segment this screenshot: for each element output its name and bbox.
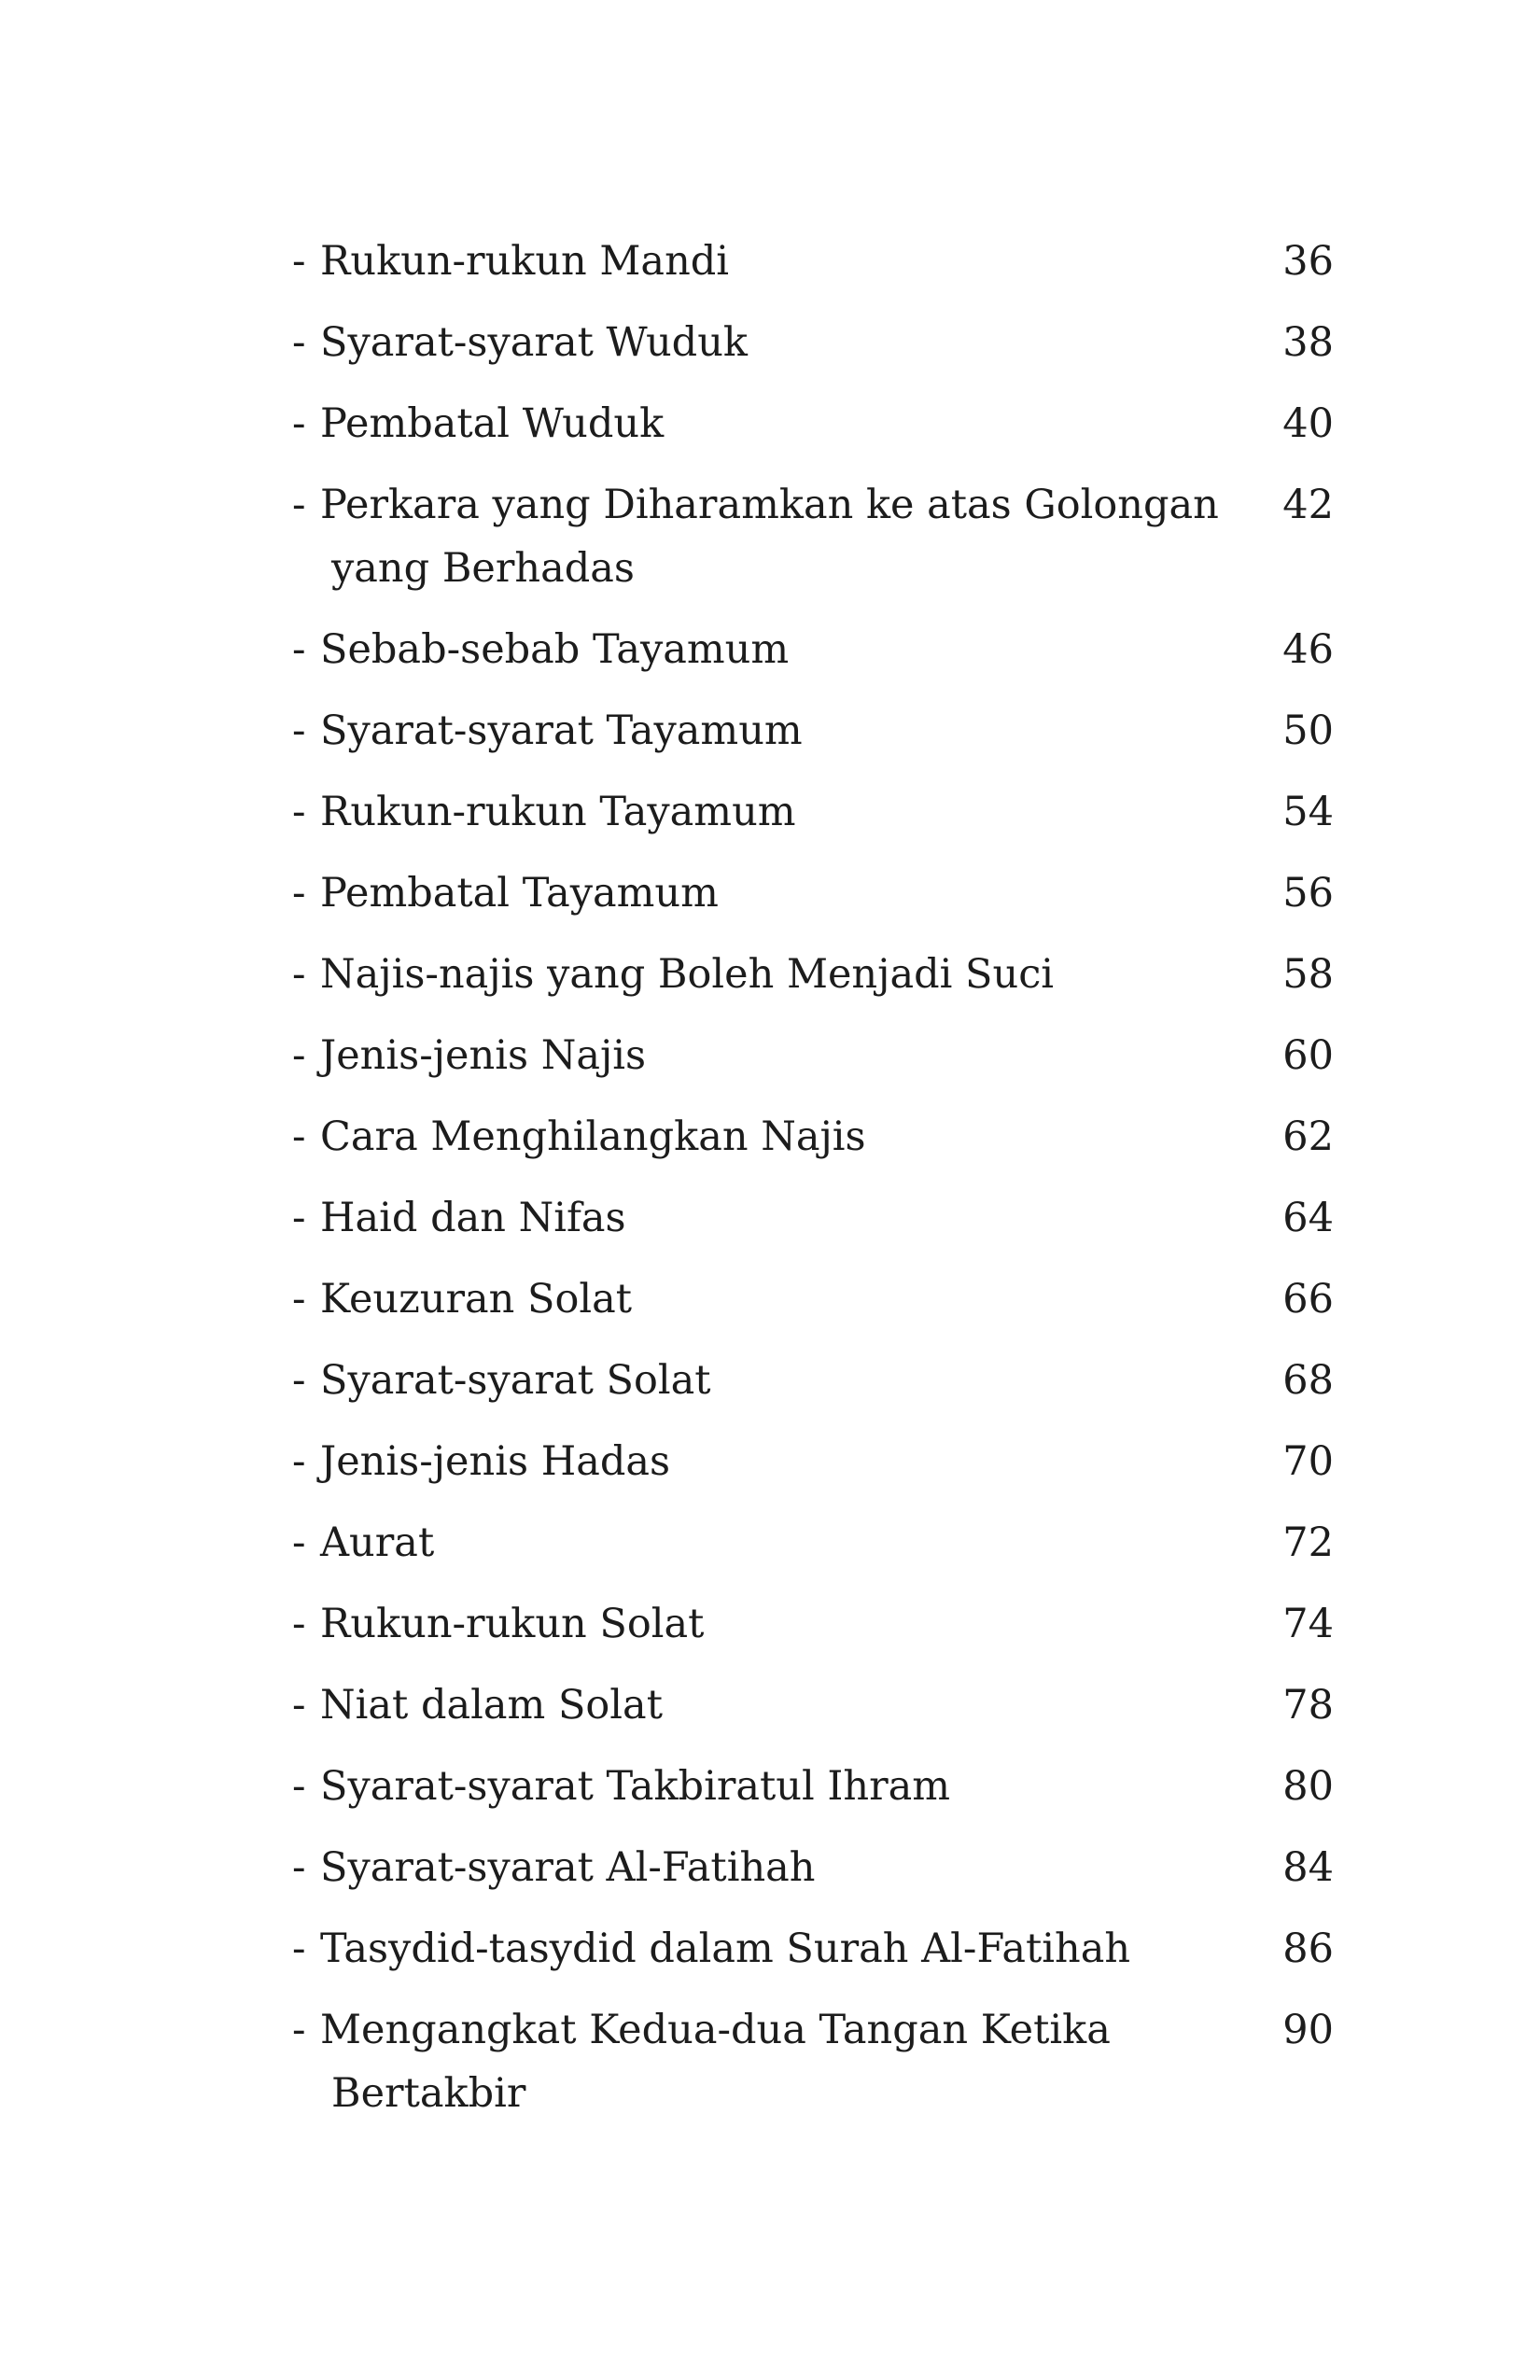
list-dash: - (292, 2007, 306, 2053)
toc-entry-page-number: 46 (1282, 626, 1334, 673)
toc-entry (292, 311, 1334, 374)
toc-entry-page-number: 56 (1282, 870, 1334, 917)
toc-entry (292, 1998, 1334, 2125)
list-dash: - (292, 238, 306, 285)
toc-entry-title: Jenis-jenis Najis (320, 1032, 647, 1079)
toc-entry-title: Keuzuran Solat (320, 1276, 633, 1323)
list-dash: - (292, 482, 306, 528)
toc-entry (292, 1673, 1334, 1737)
list-dash: - (292, 951, 306, 998)
toc-entry-page-number: 62 (1282, 1113, 1334, 1160)
toc-entry-title: Perkara yang Diharamkan ke atas Golongan yang Berhadas (320, 482, 1219, 592)
toc-entry (292, 473, 1334, 600)
toc-entry (292, 1917, 1334, 1981)
toc-entry-page-number: 68 (1282, 1357, 1334, 1404)
toc-entry (292, 1755, 1334, 1818)
list-dash: - (292, 1276, 306, 1323)
toc-entry (292, 943, 1334, 1006)
toc-entry-title: Aurat (320, 1519, 435, 1566)
list-dash: - (292, 626, 306, 673)
toc-entry-title: Haid dan Nifas (320, 1195, 626, 1241)
list-dash: - (292, 1601, 306, 1647)
toc-entry-page-number: 60 (1282, 1032, 1334, 1079)
toc-entry-title: Pembatal Wuduk (320, 400, 665, 447)
toc-entry (292, 230, 1334, 293)
toc-entry-title: Syarat-syarat Solat (320, 1357, 711, 1404)
toc-entry-title: Jenis-jenis Hadas (320, 1438, 671, 1485)
toc-entry (292, 618, 1334, 681)
list-dash: - (292, 707, 306, 754)
toc-entry-title: Syarat-syarat Tayamum (320, 707, 803, 754)
toc-entry (292, 392, 1334, 455)
toc-entry-page-number: 54 (1282, 789, 1334, 835)
toc-entry-title: Syarat-syarat Al-Fatihah (320, 1844, 816, 1891)
toc-entry (292, 1024, 1334, 1087)
toc-entry-page-number: 70 (1282, 1438, 1334, 1485)
toc-entry-page-number: 66 (1282, 1276, 1334, 1323)
toc-entry-title: Syarat-syarat Wuduk (320, 319, 748, 366)
list-dash: - (292, 1113, 306, 1160)
toc-entry-title: Rukun-rukun Mandi (320, 238, 730, 285)
toc-entry (292, 1105, 1334, 1169)
toc-entry (292, 1511, 1334, 1575)
list-dash: - (292, 1195, 306, 1241)
toc-entry-page-number: 40 (1282, 400, 1334, 447)
toc-entry-title: Najis-najis yang Boleh Menjadi Suci (320, 951, 1055, 998)
list-dash: - (292, 1519, 306, 1566)
toc-entry-page-number: 90 (1282, 2007, 1334, 2053)
toc-entry-page-number: 64 (1282, 1195, 1334, 1241)
list-dash: - (292, 870, 306, 917)
toc-entry-title: Sebab-sebab Tayamum (320, 626, 790, 673)
toc-entry (292, 1186, 1334, 1250)
toc-entry-title: Niat dalam Solat (320, 1682, 663, 1729)
toc-entry-page-number: 42 (1282, 482, 1334, 528)
list-dash: - (292, 319, 306, 366)
toc-entry-page-number: 36 (1282, 238, 1334, 285)
list-dash: - (292, 1032, 306, 1079)
toc-entry (292, 699, 1334, 763)
toc-entry-page-number: 80 (1282, 1763, 1334, 1810)
toc-entry-page-number: 78 (1282, 1682, 1334, 1729)
list-dash: - (292, 1682, 306, 1729)
table-of-contents (292, 230, 1334, 2143)
toc-entry-page-number: 58 (1282, 951, 1334, 998)
toc-entry (292, 1836, 1334, 1899)
toc-entry-title: Pembatal Tayamum (320, 870, 719, 917)
toc-entry-title: Rukun-rukun Tayamum (320, 789, 796, 835)
list-dash: - (292, 1925, 306, 1972)
toc-entry-page-number: 72 (1282, 1519, 1334, 1566)
list-dash: - (292, 1844, 306, 1891)
toc-entry-page-number: 50 (1282, 707, 1334, 754)
toc-entry-title: Syarat-syarat Takbiratul Ihram (320, 1763, 951, 1810)
list-dash: - (292, 789, 306, 835)
list-dash: - (292, 400, 306, 447)
toc-entry-title: Tasydid-tasydid dalam Surah Al-Fatihah (320, 1925, 1131, 1972)
toc-entry (292, 1349, 1334, 1412)
toc-entry-page-number: 86 (1282, 1925, 1334, 1972)
toc-entry-title: Cara Menghilangkan Najis (320, 1113, 866, 1160)
toc-entry (292, 1592, 1334, 1656)
toc-entry-page-number: 84 (1282, 1844, 1334, 1891)
list-dash: - (292, 1763, 306, 1810)
toc-entry-page-number: 74 (1282, 1601, 1334, 1647)
toc-entry-title: Mengangkat Kedua-dua Tangan Ketika Bertakbir (320, 2007, 1111, 2117)
list-dash: - (292, 1438, 306, 1485)
toc-entry (292, 1267, 1334, 1331)
toc-entry (292, 780, 1334, 844)
toc-entry-page-number: 38 (1282, 319, 1334, 366)
toc-entry (292, 1430, 1334, 1493)
toc-entry (292, 861, 1334, 925)
list-dash: - (292, 1357, 306, 1404)
toc-entry-title: Rukun-rukun Solat (320, 1601, 705, 1647)
